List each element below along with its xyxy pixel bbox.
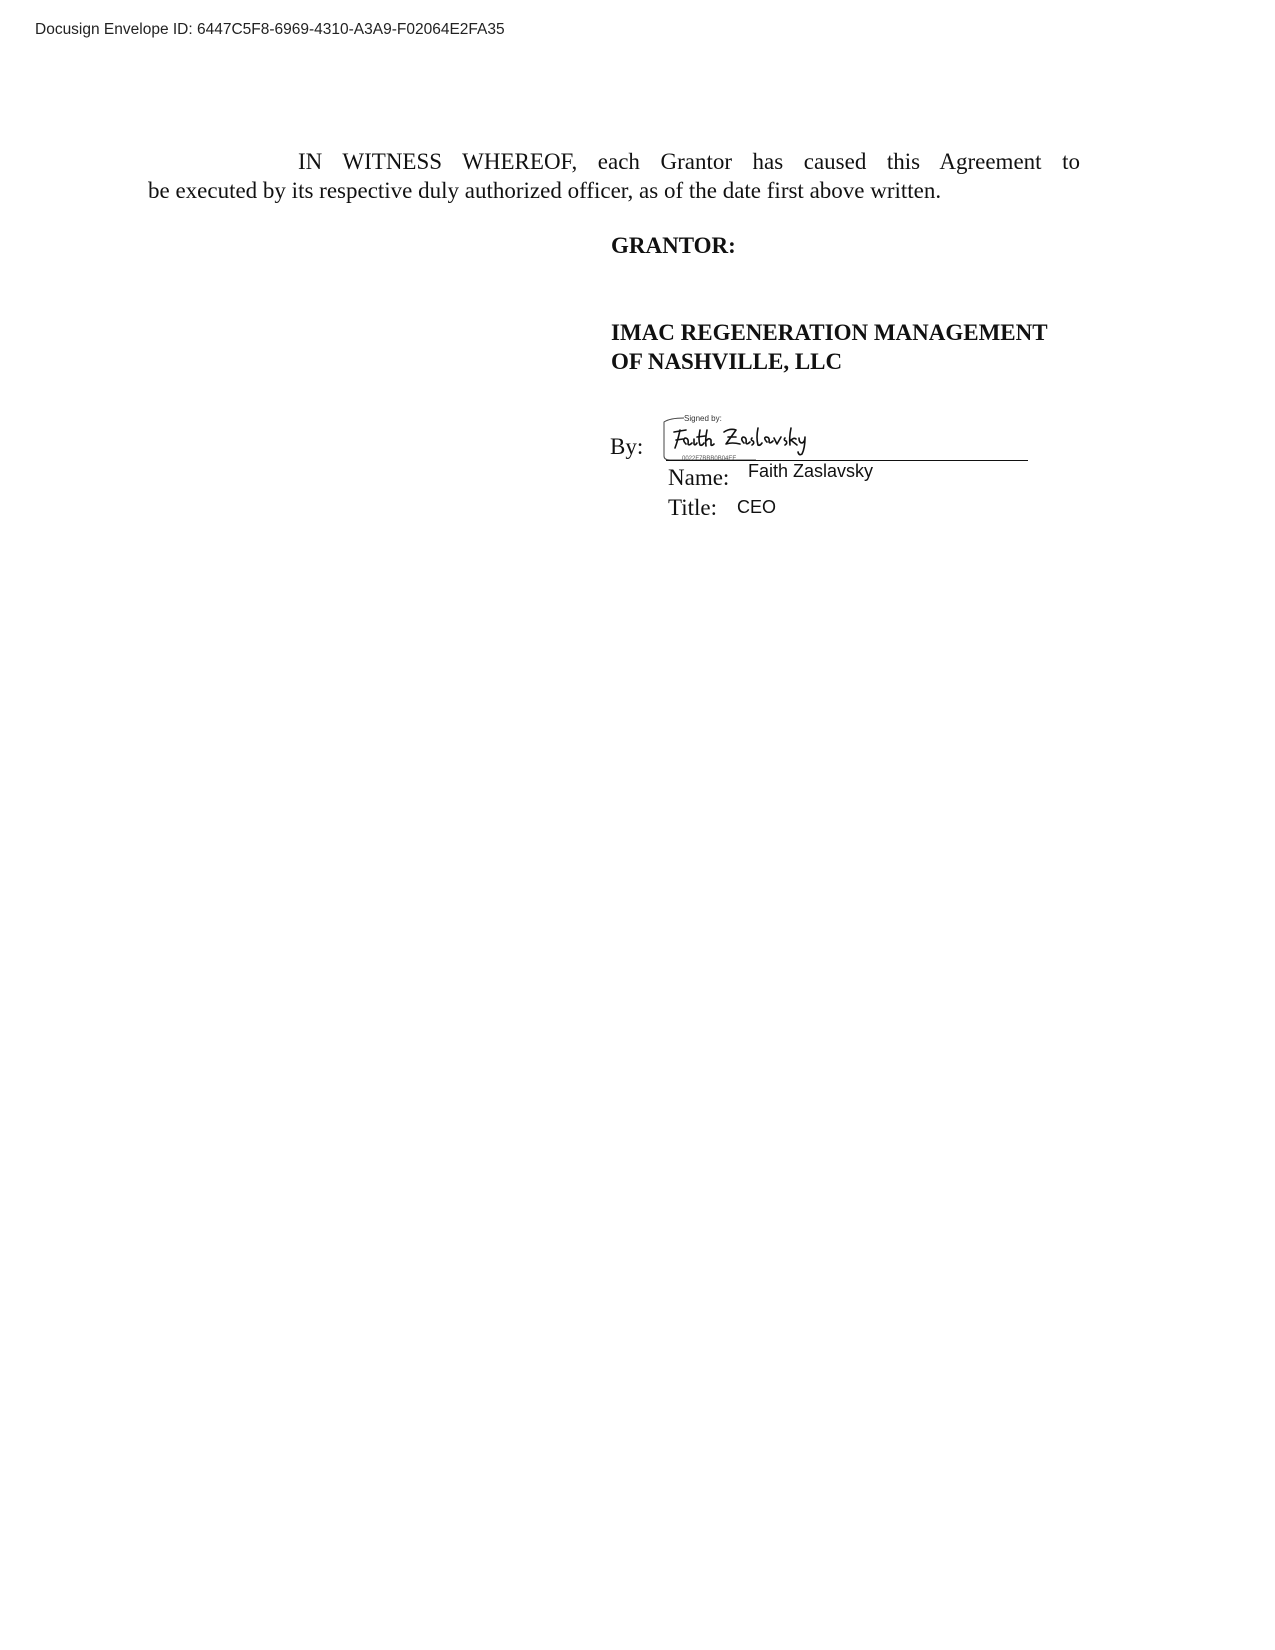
signature-block	[656, 410, 1026, 466]
name-value: Faith Zaslavsky	[748, 461, 874, 481]
company-name-line-2: OF NASHVILLE, LLC	[611, 349, 843, 374]
svg-text:0022F7BBB0B04EE: 0022F7BBB0B04EE	[682, 456, 737, 462]
by-label: By:	[610, 434, 644, 459]
witness-paragraph	[148, 147, 1080, 205]
witness-line-2: be executed by its respective duly authorized officer, as of the date first above written.	[148, 178, 942, 203]
name-label: Name:	[668, 465, 730, 490]
grantor-heading: GRANTOR:	[611, 233, 736, 258]
witness-line-1: IN WITNESS WHEREOF, each Grantor has caused this Agreement to	[298, 149, 1080, 174]
title-value: CEO	[737, 497, 777, 517]
company-name	[611, 318, 1048, 376]
envelope-id: Docusign Envelope ID: 6447C5F8-6969-4310-A3A9-F02064E2FA35	[35, 21, 505, 38]
signed-by-label: Signed by:	[684, 414, 722, 423]
title-label: Title:	[668, 495, 718, 520]
handwritten-signature	[656, 410, 836, 466]
company-name-line-1: IMAC REGENERATION MANAGEMENT	[611, 320, 1048, 345]
